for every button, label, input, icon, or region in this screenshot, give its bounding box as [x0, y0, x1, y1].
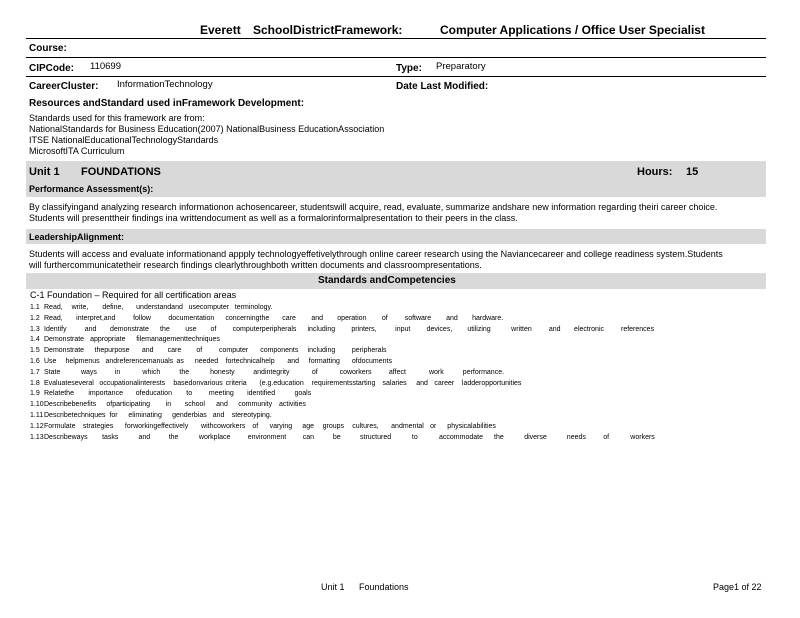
competency-word: devices,: [426, 325, 453, 333]
competency-word: age: [302, 422, 314, 430]
competency-word: and: [216, 401, 228, 409]
competency-word: ofeducation: [135, 390, 172, 398]
competency-word: including: [307, 347, 336, 355]
competency-word: Use: [44, 358, 57, 365]
competency-word: helpmenus: [65, 358, 100, 365]
type-value: Preparatory: [436, 61, 486, 72]
competency-number: 1.1: [30, 304, 40, 311]
standards-heading: Standards andCompetencies: [318, 275, 456, 286]
competency-word: operation: [337, 314, 367, 322]
competency-word: or: [430, 422, 437, 430]
course-rule: [26, 57, 766, 58]
competency-word: computerperipherals: [232, 325, 297, 333]
competency-word: fortechnicalhelp: [225, 358, 275, 365]
competency-word: of: [311, 368, 318, 376]
competency-word: andmental: [391, 422, 424, 430]
competency-word: environment: [247, 433, 287, 441]
competency-number: 1.4: [30, 336, 40, 344]
competency-word: importance: [88, 390, 123, 398]
career-cluster-label: CareerCluster:: [29, 81, 99, 92]
competency-word: work: [428, 368, 444, 376]
competency-row: [30, 324, 770, 335]
hours-label: Hours:: [637, 166, 673, 178]
competency-word: formatting: [308, 358, 340, 365]
competency-word: thepurpose: [94, 347, 130, 355]
competency-word: interpret,and: [76, 314, 116, 322]
competency-word: Read,: [44, 314, 63, 322]
competency-row: [30, 421, 770, 432]
competency-number: 1.10: [30, 401, 44, 409]
competency-row: [30, 410, 770, 421]
competency-word: workplace: [198, 433, 231, 441]
footer-unit-name: Foundations: [359, 582, 409, 592]
competency-word: needed: [194, 358, 219, 365]
competency-word: and: [311, 314, 323, 322]
resources-heading: Resources andStandard used inFramework Development:: [29, 98, 305, 109]
cip-rule: [26, 76, 766, 77]
competency-word: requirementsstarting: [311, 379, 376, 387]
competency-word: needs: [566, 433, 586, 441]
competency-word: genderbias: [172, 412, 207, 419]
competency-word: to: [186, 390, 193, 398]
competency-word: printers,: [351, 325, 377, 333]
competency-number: 1.3: [30, 325, 40, 333]
competency-word: meeting: [208, 390, 234, 398]
competency-word: can: [302, 433, 314, 441]
competency-word: tasks: [102, 433, 119, 441]
competency-number: 1.7: [30, 368, 40, 376]
competency-row: [30, 302, 770, 313]
competency-word: for: [109, 412, 118, 419]
competency-word: Identify: [44, 325, 67, 333]
leadership-heading: LeadershipAlignment:: [29, 232, 125, 242]
competency-row: [30, 432, 770, 443]
competency-word: Describebenefits: [44, 401, 97, 409]
competency-word: performance.: [462, 368, 505, 376]
competency-word: withcoworkers: [201, 422, 246, 430]
performance-text: By classifyingand analyzing research informationon achosencareer, studentswill acquire, read, evaluate, summarize andshare new information regarding theiri career choice.: [29, 202, 718, 212]
competency-word: Demonstrate: [44, 336, 85, 344]
resources-line: NationalStandards for Business Education(2007) NationalBusiness EducationAssociation: [29, 124, 385, 134]
competency-number: 1.13: [30, 433, 44, 441]
competency-word: concerningthe: [225, 314, 270, 322]
competency-number: 1.8: [30, 379, 40, 387]
leadership-text: Students will access and evaluate informationand appply technologyeffetivelythrough online career research using the Naviancecareer and college readiness system.Students: [29, 249, 723, 259]
course-label: Course:: [29, 43, 67, 54]
competency-word: forworkingeffectively: [124, 422, 189, 430]
competency-word: groups: [322, 422, 345, 430]
competency-word: accommodate: [439, 433, 483, 441]
competency-word: the: [179, 368, 190, 376]
competency-word: stereotyping.: [231, 412, 272, 419]
competency-number: 1.9: [30, 390, 40, 398]
competency-word: occupationalinterests: [99, 379, 166, 387]
competency-word: peripherals: [351, 347, 387, 355]
competency-word: Evaluateseveral: [44, 379, 94, 387]
competency-word: filemanagementtechniques: [136, 336, 220, 344]
competency-word: community: [238, 401, 273, 409]
competency-word: strategies: [82, 422, 114, 430]
competency-word: ofdocuments: [351, 358, 392, 365]
foundation-heading: C-1 Foundation – Required for all certification areas: [30, 290, 237, 300]
competency-word: written: [511, 325, 532, 333]
competency-row: [30, 313, 770, 324]
unit-label: Unit 1: [29, 166, 60, 178]
competency-word: references: [621, 325, 655, 333]
leadership-band: [26, 229, 766, 244]
competency-word: basedonvarious: [173, 379, 223, 387]
competency-number: 1.6: [30, 358, 40, 365]
competency-word: career: [434, 379, 455, 387]
competency-word: physicalabilities: [447, 422, 496, 430]
competency-word: affect: [388, 368, 406, 376]
competency-number: 1.12: [30, 422, 44, 430]
competency-word: the: [168, 433, 179, 441]
competency-word: school: [184, 401, 205, 409]
competency-word: (e.g.education: [259, 379, 304, 387]
competency-word: to: [411, 433, 418, 441]
competency-word: Relatethe: [44, 390, 74, 398]
competency-word: and: [446, 314, 458, 322]
competency-word: of: [210, 325, 217, 333]
competency-word: utilizing: [467, 325, 491, 333]
competency-row: [30, 367, 770, 378]
competency-word: in: [165, 401, 172, 409]
competency-word: in: [114, 368, 121, 376]
cip-label: CIPCode:: [29, 63, 74, 74]
competency-row: [30, 388, 770, 399]
competency-word: andintegrity: [253, 368, 290, 376]
competency-row: [30, 345, 770, 356]
competency-word: activities: [279, 401, 306, 409]
competency-word: hardware.: [472, 314, 504, 322]
competency-word: and: [84, 325, 97, 333]
resources-line: Standards used for this framework are from:: [29, 113, 205, 123]
competency-word: Read,: [44, 304, 63, 311]
competency-word: identified: [247, 390, 276, 398]
competency-word: electronic: [574, 325, 605, 333]
competency-word: and: [141, 347, 154, 355]
competency-word: computer: [219, 347, 249, 355]
competency-word: goals: [294, 390, 312, 398]
competency-word: understandand: [136, 304, 183, 311]
framework-title: Computer Applications / Office User Specialist: [440, 23, 705, 37]
competency-word: follow: [133, 314, 151, 322]
competency-row: [30, 334, 770, 345]
competency-word: of: [252, 422, 259, 430]
competency-word: as: [176, 358, 184, 365]
competency-word: and: [138, 433, 151, 441]
competency-word: the: [160, 325, 170, 333]
type-label: Type:: [396, 63, 422, 74]
competency-word: which: [142, 368, 161, 376]
competency-word: State: [44, 368, 61, 376]
competency-word: use: [185, 325, 197, 333]
competency-word: cultures,: [352, 422, 379, 430]
hours-value: 15: [686, 166, 699, 178]
competency-word: components: [260, 347, 299, 355]
competency-word: ofparticipating: [106, 401, 150, 409]
competency-row: [30, 356, 770, 367]
competency-word: of: [381, 314, 388, 322]
competency-word: care: [167, 347, 182, 355]
competency-word: usecomputer: [188, 304, 230, 311]
performance-heading: Performance Assessment(s):: [29, 184, 154, 194]
competency-word: be: [332, 433, 341, 441]
competency-row: [30, 399, 770, 410]
competency-word: andreferencemanuals: [105, 358, 174, 365]
competency-word: eliminating: [128, 412, 162, 419]
footer-page-number: Page1 of 22: [713, 582, 762, 592]
date-modified-label: Date Last Modified:: [396, 81, 489, 92]
competency-word: Formulate: [44, 422, 76, 430]
competency-word: honesty: [210, 368, 235, 376]
competency-word: define,: [102, 304, 124, 311]
competency-word: and: [212, 412, 225, 419]
competency-word: Describeways: [44, 433, 88, 441]
competency-row: [30, 378, 770, 389]
competency-word: Demonstrate: [44, 347, 85, 355]
competency-word: care: [282, 314, 296, 322]
competency-word: appropriate: [90, 336, 126, 344]
header-rule: [26, 38, 766, 39]
competency-word: the: [494, 433, 504, 441]
competency-word: of: [196, 347, 203, 355]
performance-text: Students will presenttheir findings ina writtendocument as well as a formalorinformalpresentation to their peers in the class.: [29, 213, 518, 223]
competency-word: and: [548, 325, 561, 333]
leadership-text: will furthercommunicatetheir research findings clearlythroughboth written documents and classroompresentations.: [29, 260, 482, 270]
cip-value: 110699: [90, 61, 121, 72]
competency-word: diverse: [524, 433, 547, 441]
framework-label: SchoolDistrictFramework:: [253, 23, 403, 37]
competency-word: documentation: [168, 314, 215, 322]
competency-number: 1.2: [30, 314, 40, 322]
competency-word: criteria: [225, 379, 247, 387]
competency-word: and: [287, 358, 299, 365]
resources-line: ITSE NationalEducationalTechnologyStandards: [29, 135, 219, 145]
competency-word: ladderopportunities: [461, 379, 522, 387]
competency-word: varying: [269, 422, 293, 430]
competency-word: workers: [630, 433, 655, 441]
competency-word: terminology.: [234, 304, 273, 311]
district-name: Everett: [200, 23, 241, 37]
career-cluster-value: InformationTechnology: [117, 79, 213, 90]
competency-word: input: [395, 325, 411, 333]
competency-word: coworkers: [339, 368, 372, 376]
competency-number: 1.5: [30, 347, 40, 355]
competency-word: structured: [360, 433, 392, 441]
unit-title: FOUNDATIONS: [81, 166, 161, 178]
competency-word: write,: [71, 304, 89, 311]
resources-line: MicrosoftITA Curriculum: [29, 146, 125, 156]
competency-word: and: [416, 379, 428, 387]
competency-word: ways: [80, 368, 97, 376]
competency-word: demonstrate: [109, 325, 149, 333]
competency-number: 1.11: [30, 412, 44, 419]
competency-word: of: [603, 433, 610, 441]
competency-word: including: [307, 325, 336, 333]
competency-word: software: [404, 314, 432, 322]
competency-word: salaries: [382, 379, 407, 387]
footer-unit-label: Unit 1: [321, 582, 345, 592]
competency-word: Describetechniques: [44, 412, 106, 419]
